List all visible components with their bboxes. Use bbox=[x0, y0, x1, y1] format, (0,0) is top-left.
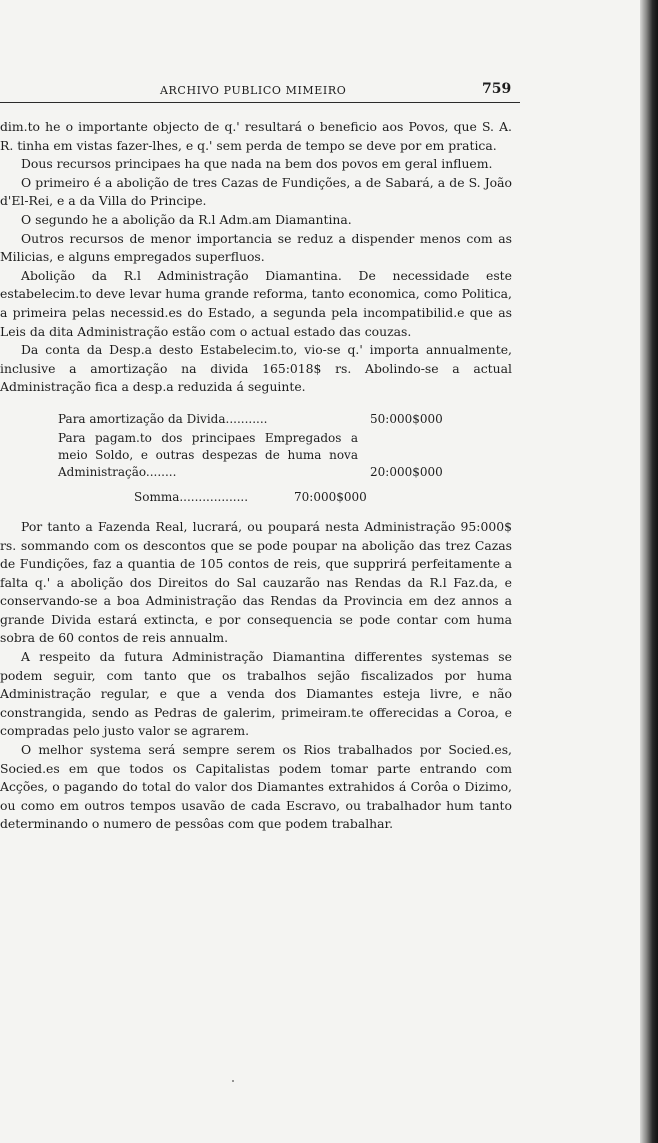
row-value: 50:000$000 bbox=[370, 411, 443, 426]
row-label: Para pagam.to dos principaes Empregados a meio Soldo, e outras despezas de huma nova Administração........ bbox=[58, 430, 358, 479]
total-row bbox=[58, 489, 458, 506]
page-binding-edge bbox=[640, 0, 658, 1143]
paragraph: Dous recursos principaes ha que nada na bem dos povos em geral influem. bbox=[21, 156, 493, 172]
header-rule bbox=[0, 102, 520, 103]
total-value: 70:000$000 bbox=[294, 489, 367, 504]
paragraph: O melhor systema será sempre serem os Rios trabalhados por Socied.es, Socied.es em que todos os Capitalistas podem tomar parte entrando com Acções, o pagando do total do valor dos Diamantes extrahidos á Corôa o Dizimo, ou como em outros tempos usavão de cada Escravo, ou trabalhador hum tanto determinando o numero de pessôas com que podem trabalhar. bbox=[0, 742, 512, 832]
paragraph: A respeito da futura Administração Diamantina differentes systemas se podem seguir, com tanto que os trabalhos sejão fiscalizados por huma Administração regular, e que a venda dos Diamantes esteja livre, e não constrangida, sendo as Pedras de galerim, primeiram.te offerecidas a Coroa, e compradas pelo justo valor se agrarem. bbox=[0, 649, 512, 739]
page-header bbox=[0, 81, 520, 100]
expense-table bbox=[58, 411, 458, 506]
body-text bbox=[0, 118, 512, 834]
ink-speck bbox=[232, 1080, 234, 1082]
paragraph: Por tanto a Fazenda Real, lucrará, ou poupará nesta Administração 95:000$ rs. sommando com os descontos que se pode poupar na abolição das trez Cazas de Fundições, faz a quantia de 105 contos de reis, que supprirá perfeitamente a falta q.' a abolição dos Direitos do Sal cauzarão nas Rendas da R.l Faz.da, e conservando-se a boa Administração das Rendas da Provincia em dez annos a grande Divida estará extincta, e por consequencia se pode contar com huma sobra de 60 contos de reis annualm. bbox=[0, 518, 512, 646]
row-value: 20:000$000 bbox=[370, 464, 443, 479]
row-label: Para amortização da Divida........... bbox=[58, 411, 268, 426]
paragraph: Outros recursos de menor importancia se reduz a dispender menos com as Milicias, e alguns empregados superfluos. bbox=[0, 230, 512, 265]
paragraph: Abolição da R.l Administração Diamantina. De necessidade este estabelecim.to deve levar huma grande reforma, tanto economica, como Politica, a primeira pelas necessid.es do Estado, a segunda pela incompatibilid.e que as Leis da dita Administração estão com o actual estado das couzas. bbox=[0, 267, 512, 339]
page-number: 759 bbox=[482, 81, 512, 97]
table-row bbox=[58, 411, 458, 428]
total-label: Somma.................. bbox=[134, 489, 249, 504]
paragraph: dim.to he o importante objecto de q.' resultará o beneficio aos Povos, que S. A. R. tinha em vistas fazer-lhes, e q.' sem perda de tempo se deve por em pratica. bbox=[0, 119, 512, 153]
paragraph: O primeiro é a abolição de tres Cazas de Fundições, a de Sabará, a de S. João d'El-Rei, e a da Villa do Principe. bbox=[0, 174, 512, 209]
paragraph: Da conta da Desp.a desto Estabelecim.to, vio-se q.' importa annualmente, inclusive a amortização na divida 165:018$ rs. Abolindo-se a actual Administração fica a desp.a reduzida á seguinte. bbox=[0, 342, 512, 395]
table-row bbox=[58, 430, 458, 481]
paragraph: O segundo he a abolição da R.l Adm.am Diamantina. bbox=[21, 211, 352, 227]
running-head: ARCHIVO PUBLICO MIMEIRO bbox=[160, 84, 347, 97]
